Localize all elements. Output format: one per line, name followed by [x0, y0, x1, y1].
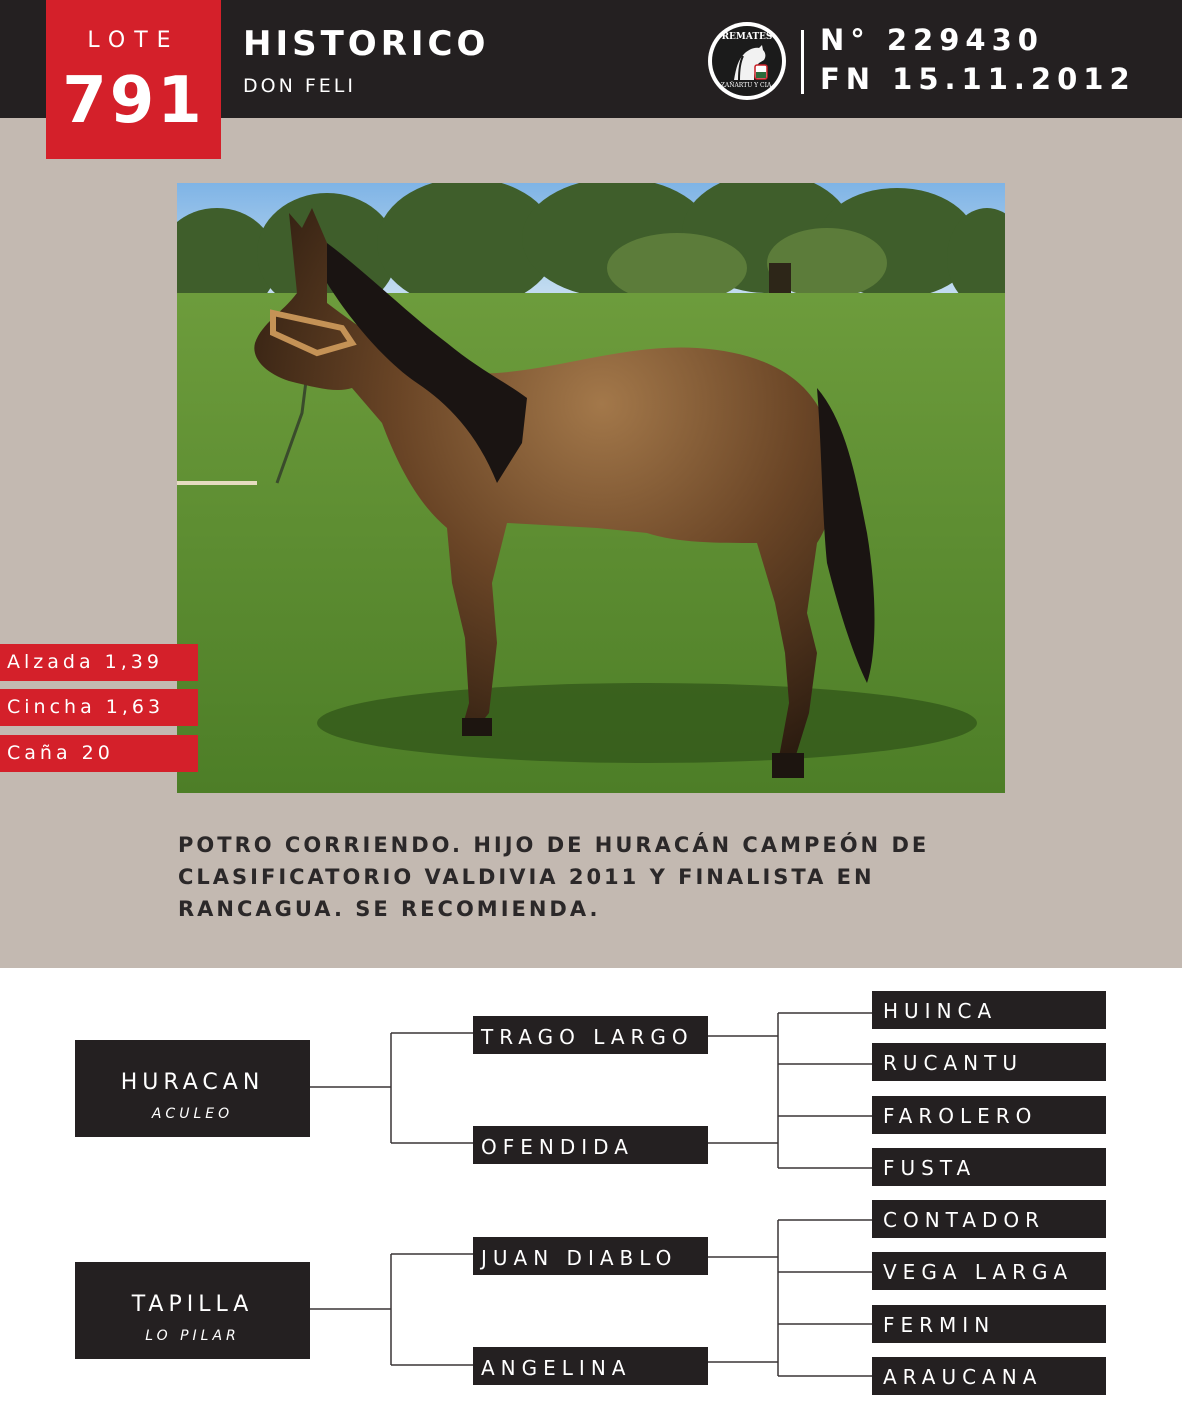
- great-grandparent-box: VEGA LARGA: [872, 1252, 1106, 1290]
- measure-cincha: Cincha 1,63: [0, 689, 198, 726]
- grandparent-box: OFENDIDA: [473, 1126, 708, 1164]
- great-grandparent-box: FAROLERO: [872, 1096, 1106, 1134]
- lot-badge: [46, 0, 221, 159]
- grandparent-box: ANGELINA: [473, 1347, 708, 1385]
- dam-breeder: LO PILAR: [145, 1328, 240, 1344]
- header-divider: [801, 30, 804, 94]
- great-grandparent-box: ARAUCANA: [872, 1357, 1106, 1395]
- logo-top-text: REMATES: [721, 32, 773, 42]
- birth-date: FN 15.11.2012: [820, 62, 1136, 96]
- auction-logo: [708, 22, 786, 100]
- registration-number: N° 229430: [820, 23, 1044, 57]
- sire-box: [75, 1040, 310, 1137]
- sire-breeder: ACULEO: [151, 1106, 234, 1122]
- sire-name: HURACAN: [120, 1070, 265, 1095]
- great-grandparent-box: CONTADOR: [872, 1200, 1106, 1238]
- logo-bottom-text: ZAÑARTU Y CIA.: [720, 82, 774, 89]
- great-grandparent-box: FUSTA: [872, 1148, 1106, 1186]
- measure-alzada: Alzada 1,39: [0, 644, 198, 681]
- great-grandparent-box: RUCANTU: [872, 1043, 1106, 1081]
- lot-label: LOTE: [87, 28, 180, 53]
- great-grandparent-box: FERMIN: [872, 1305, 1106, 1343]
- grandparent-box: JUAN DIABLO: [473, 1237, 708, 1275]
- measure-cana: Caña 20: [0, 735, 198, 772]
- grandparent-box: TRAGO LARGO: [473, 1016, 708, 1054]
- lot-description: POTRO CORRIENDO. HIJO DE HURACÁN CAMPEÓN DE CLASIFICATORIO VALDIVIA 2011 Y FINALISTA EN RANCAGUA. SE RECOMIENDA.: [178, 833, 930, 921]
- lot-number: 791: [62, 64, 205, 138]
- breeder-name: DON FELI: [243, 75, 356, 97]
- dam-name: TAPILLA: [131, 1292, 254, 1317]
- great-grandparent-box: HUINCA: [872, 991, 1106, 1029]
- horse-name: HISTORICO: [243, 24, 490, 64]
- horse-photo: [177, 183, 1005, 793]
- dam-box: [75, 1262, 310, 1359]
